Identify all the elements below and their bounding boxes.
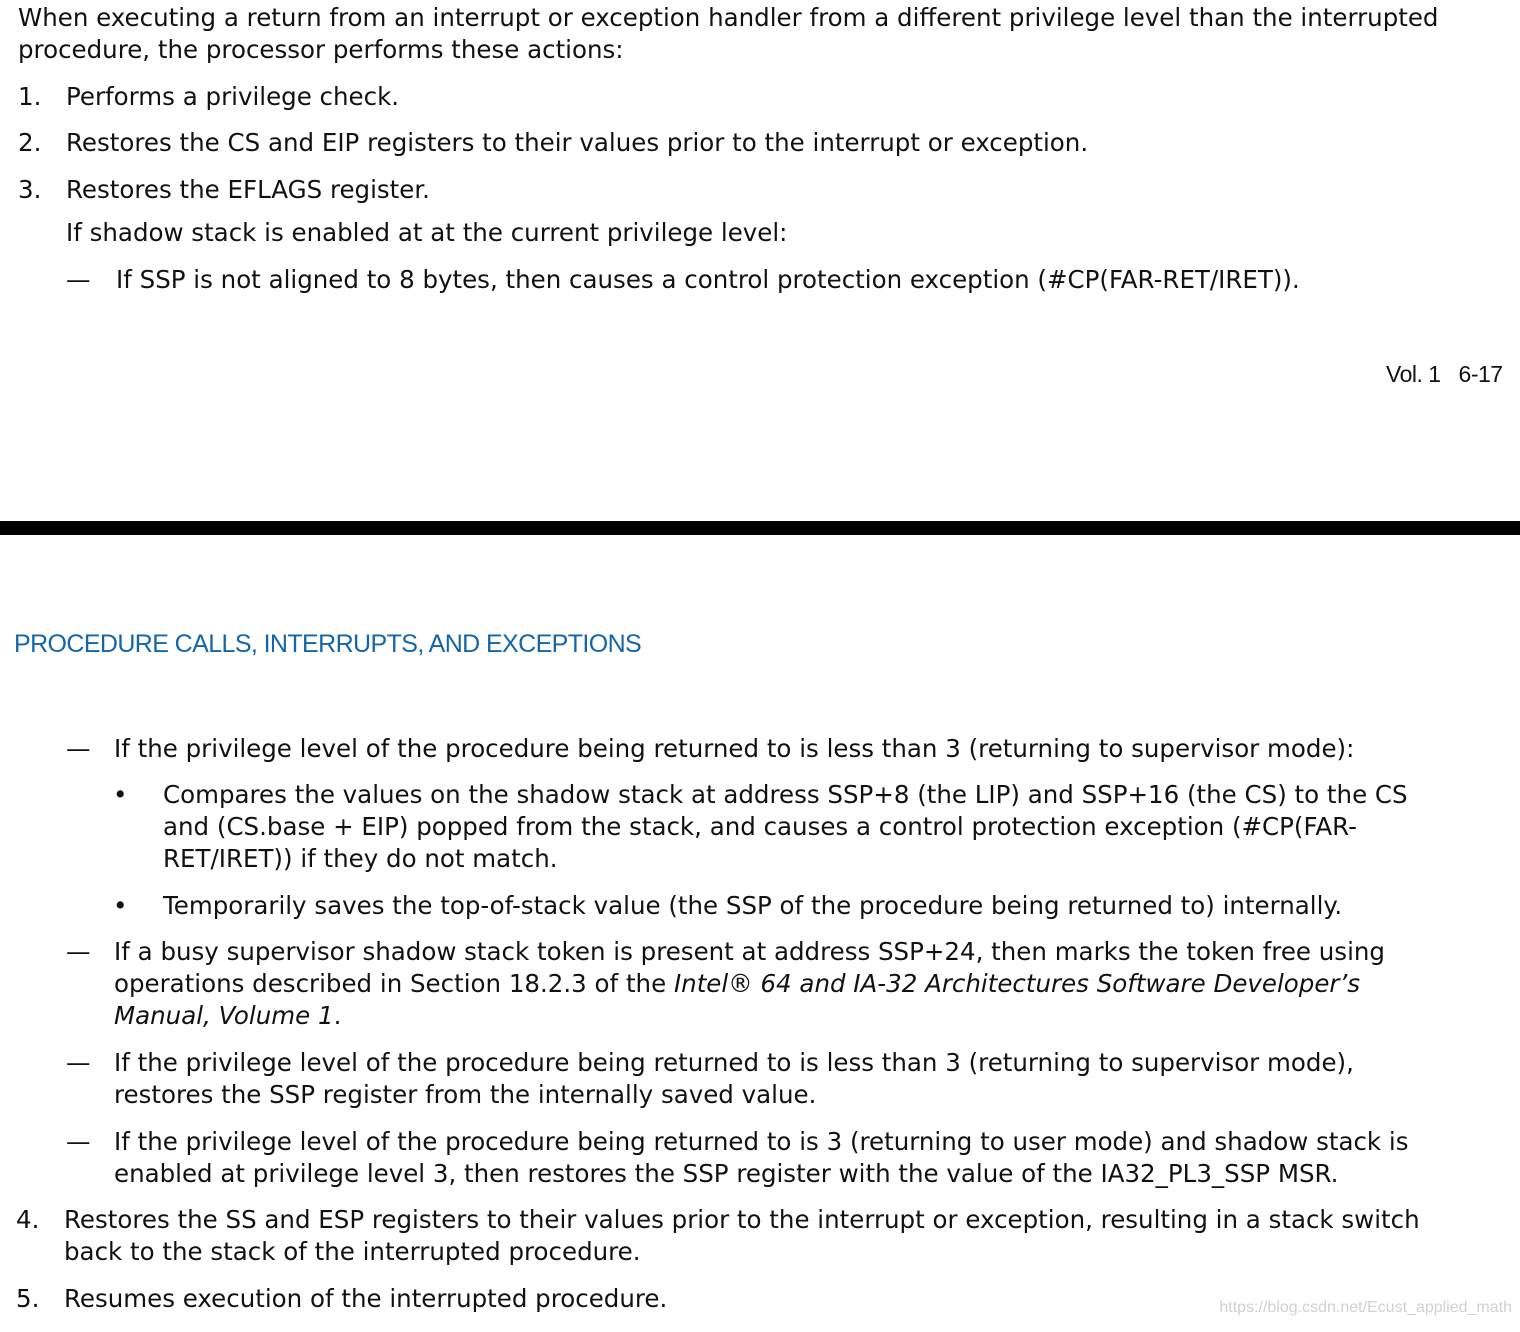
page-footer: [1386, 358, 1503, 390]
section-header: PROCEDURE CALLS, INTERRUPTS, AND EXCEPTIONS: [14, 630, 642, 658]
page-break-divider: [0, 521, 1520, 535]
step-4-number: 4.: [16, 1205, 40, 1234]
dash-item-2-plain: operations described in Section 18.2.3 of the: [114, 969, 674, 998]
intro-line-2: procedure, the processor performs these actions:: [18, 35, 624, 64]
bullet-marker: •: [113, 891, 128, 920]
dash-marker: —: [66, 265, 91, 294]
dash-item-4-line-2: enabled at privilege level 3, then restores the SSP register with the value of the IA32_PL3_SSP MSR.: [114, 1159, 1339, 1188]
dash-marker: —: [66, 1048, 91, 1077]
bullet-marker: •: [113, 780, 128, 809]
ssp-alignment-text: If SSP is not aligned to 8 bytes, then causes a control protection exception (#CP(FAR-RET/IRET)).: [116, 265, 1300, 294]
dash-item-3-line-2: restores the SSP register from the internally saved value.: [114, 1080, 817, 1109]
source-watermark: https://blog.csdn.net/Ecust_applied_math: [1219, 1299, 1512, 1316]
shadow-stack-condition: If shadow stack is enabled at at the current privilege level:: [66, 218, 788, 247]
intro-line-1: When executing a return from an interrupt or exception handler from a different privilege level than the interrupted: [18, 3, 1439, 32]
dash-item-1-text: If the privilege level of the procedure being returned to is less than 3 (returning to supervisor mode):: [114, 734, 1355, 763]
step-5-text: Resumes execution of the interrupted procedure.: [64, 1284, 668, 1313]
step-4-line-2: back to the stack of the interrupted procedure.: [64, 1237, 641, 1266]
step-5-number: 5.: [16, 1284, 40, 1313]
dash-item-3-line-1: If the privilege level of the procedure being returned to is less than 3 (returning to supervisor mode),: [114, 1048, 1354, 1077]
step-3-text: Restores the EFLAGS register.: [66, 175, 430, 204]
step-4-line-1: Restores the SS and ESP registers to their values prior to the interrupt or exception, resulting in a stack switch: [64, 1205, 1420, 1234]
dash-marker: —: [66, 937, 91, 966]
bullet-item-1-line-3: RET/IRET)) if they do not match.: [163, 844, 558, 873]
manual-volume-citation: Manual, Volume 1: [114, 1001, 334, 1030]
step-3-number: 3.: [18, 175, 42, 204]
step-1-text: Performs a privilege check.: [66, 82, 400, 111]
dash-item-2-line-3: [114, 1000, 341, 1032]
bullet-item-1-line-1: Compares the values on the shadow stack at address SSP+8 (the LIP) and SSP+16 (the CS) to the CS: [163, 780, 1408, 809]
dash-item-2-period: .: [333, 1001, 342, 1030]
dash-item-2-line-2: [114, 968, 1360, 1000]
dash-marker: —: [66, 1127, 91, 1156]
dash-item-2-line-1: If a busy supervisor shadow stack token is present at address SSP+24, then marks the token free using: [114, 937, 1385, 966]
step-2-text: Restores the CS and EIP registers to their values prior to the interrupt or exception.: [66, 128, 1089, 157]
bullet-item-2-text: Temporarily saves the top-of-stack value (the SSP of the procedure being returned to) internally.: [163, 891, 1343, 920]
bullet-item-1-line-2: and (CS.base + EIP) popped from the stack, and causes a control protection exception (#CP(FAR-: [163, 812, 1357, 841]
footer-volume: Vol. 1: [1386, 361, 1441, 387]
manual-title-citation: Intel® 64 and IA-32 Architectures Software Developer’s: [673, 969, 1361, 998]
step-2-number: 2.: [18, 128, 42, 157]
dash-marker: —: [66, 734, 91, 763]
footer-page-number: 6-17: [1458, 361, 1503, 387]
dash-item-4-line-1: If the privilege level of the procedure being returned to is 3 (returning to user mode) and shadow stack is: [114, 1127, 1409, 1156]
step-1-number: 1.: [18, 82, 42, 111]
